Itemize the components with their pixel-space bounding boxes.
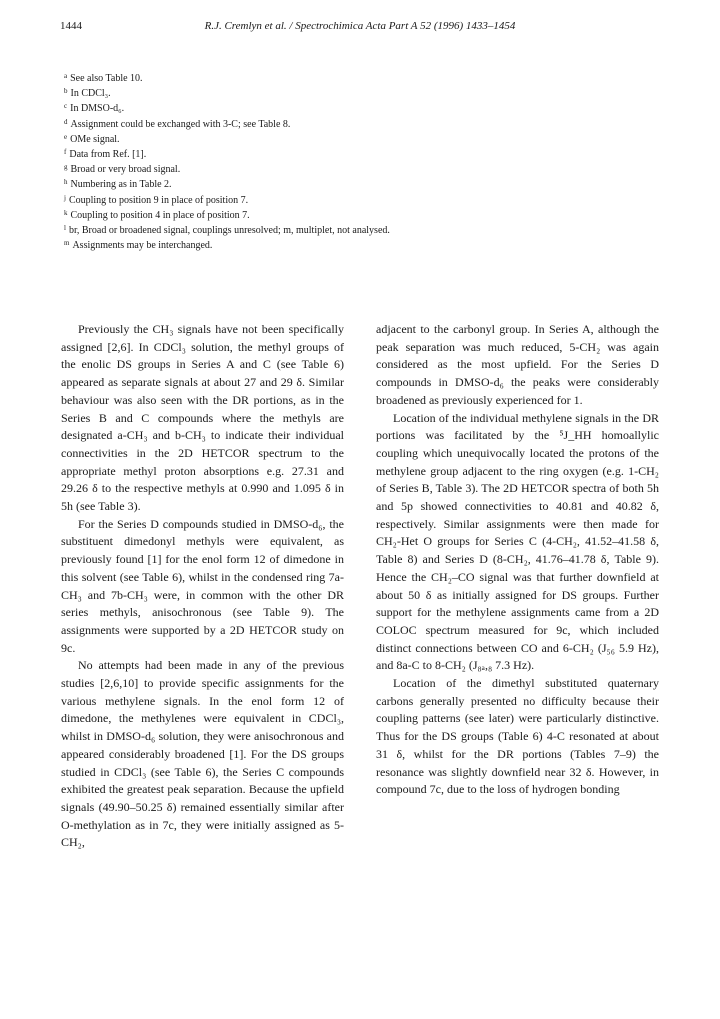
footnote-text: Coupling to position 4 in place of position 7. <box>70 209 250 221</box>
footnote-text: br, Broad or broadened signal, couplings unresolved; m, multiplet, not analysed. <box>68 225 390 237</box>
footnote-text: In CDCl₃. <box>70 88 111 100</box>
footnote-mark: g <box>64 163 68 172</box>
page-header <box>60 20 660 36</box>
body-paragraph: No attempts had been made in any of the previous studies [2,6,10] to provide specific assignments for the various methylene signals. In the enol form 12 of dimedone, the methylenes were equivalent in CDCl₃, whilst in DMSO-d₆ solution, they were anisochronous and appeared considerably broadened [1]. For the DS groups studied in CDCl₃ (see Table 6), the Series C compounds exhibited the greatest peak separation. Because the upfield signals (49.90–50.25 δ) remained essentially similar after O-methylation as in 7c, they were initially assigned as 5-CH₂, <box>61 658 344 850</box>
footnote-text: Numbering as in Table 2. <box>70 179 172 191</box>
footnote-text: Coupling to position 9 in place of position 7. <box>68 194 249 206</box>
footnote <box>64 85 624 100</box>
body-paragraph-continued: adjacent to the carbonyl group. In Series A, although the peak separation was much reduced, 5-CH₂ was again considered as the most upfield. For the Series D compounds in DMSO-d₆ the peaks were considerably broadened as previously experienced for 1. <box>376 322 659 407</box>
body-paragraph: Previously the CH₃ signals have not been specifically assigned [2,6]. In CDCl₃ solution, the methyl groups of the enolic DS groups in Series A and C (see Table 6) appeared as separate signals at about 27 and 29 δ. Similar behaviour was also seen with the DR portions, as in the Series B and C compounds where the methyls are designated a-CH₃ and b-CH₃ to indicate their individual connectivities in the 2D HETCOR spectrum to the appropriate methyl proton absorptions e.g. 27.31 and 29.26 δ to the respective methyls at 0.990 and 1.095 δ in 5h (see Table 3). <box>61 322 344 514</box>
footnote <box>64 161 624 176</box>
footnote-mark: f <box>64 148 67 157</box>
body-paragraph: Location of the individual methylene signals in the DR portions was facilitated by the ⁵J_HH homoallylic coupling which unequivocally located the protons of the methylene group adjacent to the ring oxygen (e.g. 1-CH₂ of Series B, Table 3). The 2D HETCOR spectra of both 5h and 5p showed connectivities to 40.81 and 40.82 δ, respectively. Similar assignments were then made for CH₂-Het O groups for Series C (4-CH₂, 41.52–41.58 δ, Table 8) and Series D (8-CH₂, 41.76–41.78 δ, Table 9). Hence the CH₂–CO signal was that further downfield at about 50 δ as initially assigned for DS groups. Further support for the methylene assignments came from a 2D COLOC spectrum measured for 9c, which included distinct connections between CO and 6-CH₂ (J₅₆ 5.9 Hz), and 8a-C to 8-CH₂ (J₈ₐ,₈ 7.3 Hz). <box>376 410 659 673</box>
footnote-mark: k <box>64 208 68 217</box>
footnote <box>64 70 624 85</box>
body-paragraph: For the Series D compounds studied in DMSO-d₆, the substituent dimedonyl methyls were equivalent, as previously found [1] for the enol form 12 of dimedone in this solvent (see Table 6), whilst in the condensed ring 7a-CH₃ and 7b-CH₃ were, in common with the other DR series methyls, anisochronous (see Table 9). The assignments were supported by a 2D HETCOR study on 9c. <box>61 516 344 655</box>
footnote <box>64 116 624 131</box>
body-column-right <box>376 321 659 799</box>
footnote-mark: a <box>64 72 68 80</box>
table-footnotes <box>64 70 624 252</box>
footnote <box>64 237 624 252</box>
footnote-mark: m <box>64 239 70 248</box>
footnote-text: Assignments may be interchanged. <box>72 240 213 252</box>
footnote-mark: e <box>64 132 68 141</box>
footnote <box>64 146 624 161</box>
footnote-text: In DMSO-d₆. <box>70 103 125 115</box>
footnote <box>64 207 624 222</box>
footnote-mark: d <box>64 117 68 126</box>
footnote-text: See also Table 10. <box>70 73 143 84</box>
footnote-mark: h <box>64 178 68 187</box>
page-number: 1444 <box>60 20 82 32</box>
footnote <box>64 131 624 146</box>
footnote-text: Assignment could be exchanged with 3-C; see Table 8. <box>70 118 291 130</box>
footnote-mark: l <box>64 224 66 233</box>
footnote <box>64 176 624 191</box>
body-column-left <box>61 321 344 852</box>
footnote-mark: c <box>64 102 68 111</box>
footnote <box>64 192 624 207</box>
body-paragraph: Location of the dimethyl substituted quaternary carbons generally presented no difficulty because their coupling patterns (see later) were particularly distinctive. Thus for the DS groups (Table 6) 4-C resonated at about 31 δ, whilst for the DR portions (Tables 7–9) the resonance was slightly downfield near 32 δ. However, in compound 7c, due to the loss of hydrogen bonding <box>376 676 659 797</box>
footnote-mark: j <box>64 193 66 202</box>
footnote-text: Broad or very broad signal. <box>70 164 181 176</box>
footnote <box>64 100 624 115</box>
footnote-text: Data from Ref. [1]. <box>69 149 147 161</box>
journal-reference: R.J. Cremlyn et al. / Spectrochimica Acta Part A 52 (1996) 1433–1454 <box>204 20 516 32</box>
footnote <box>64 222 624 237</box>
footnote-mark: b <box>64 87 68 96</box>
footnote-text: OMe signal. <box>70 133 120 145</box>
